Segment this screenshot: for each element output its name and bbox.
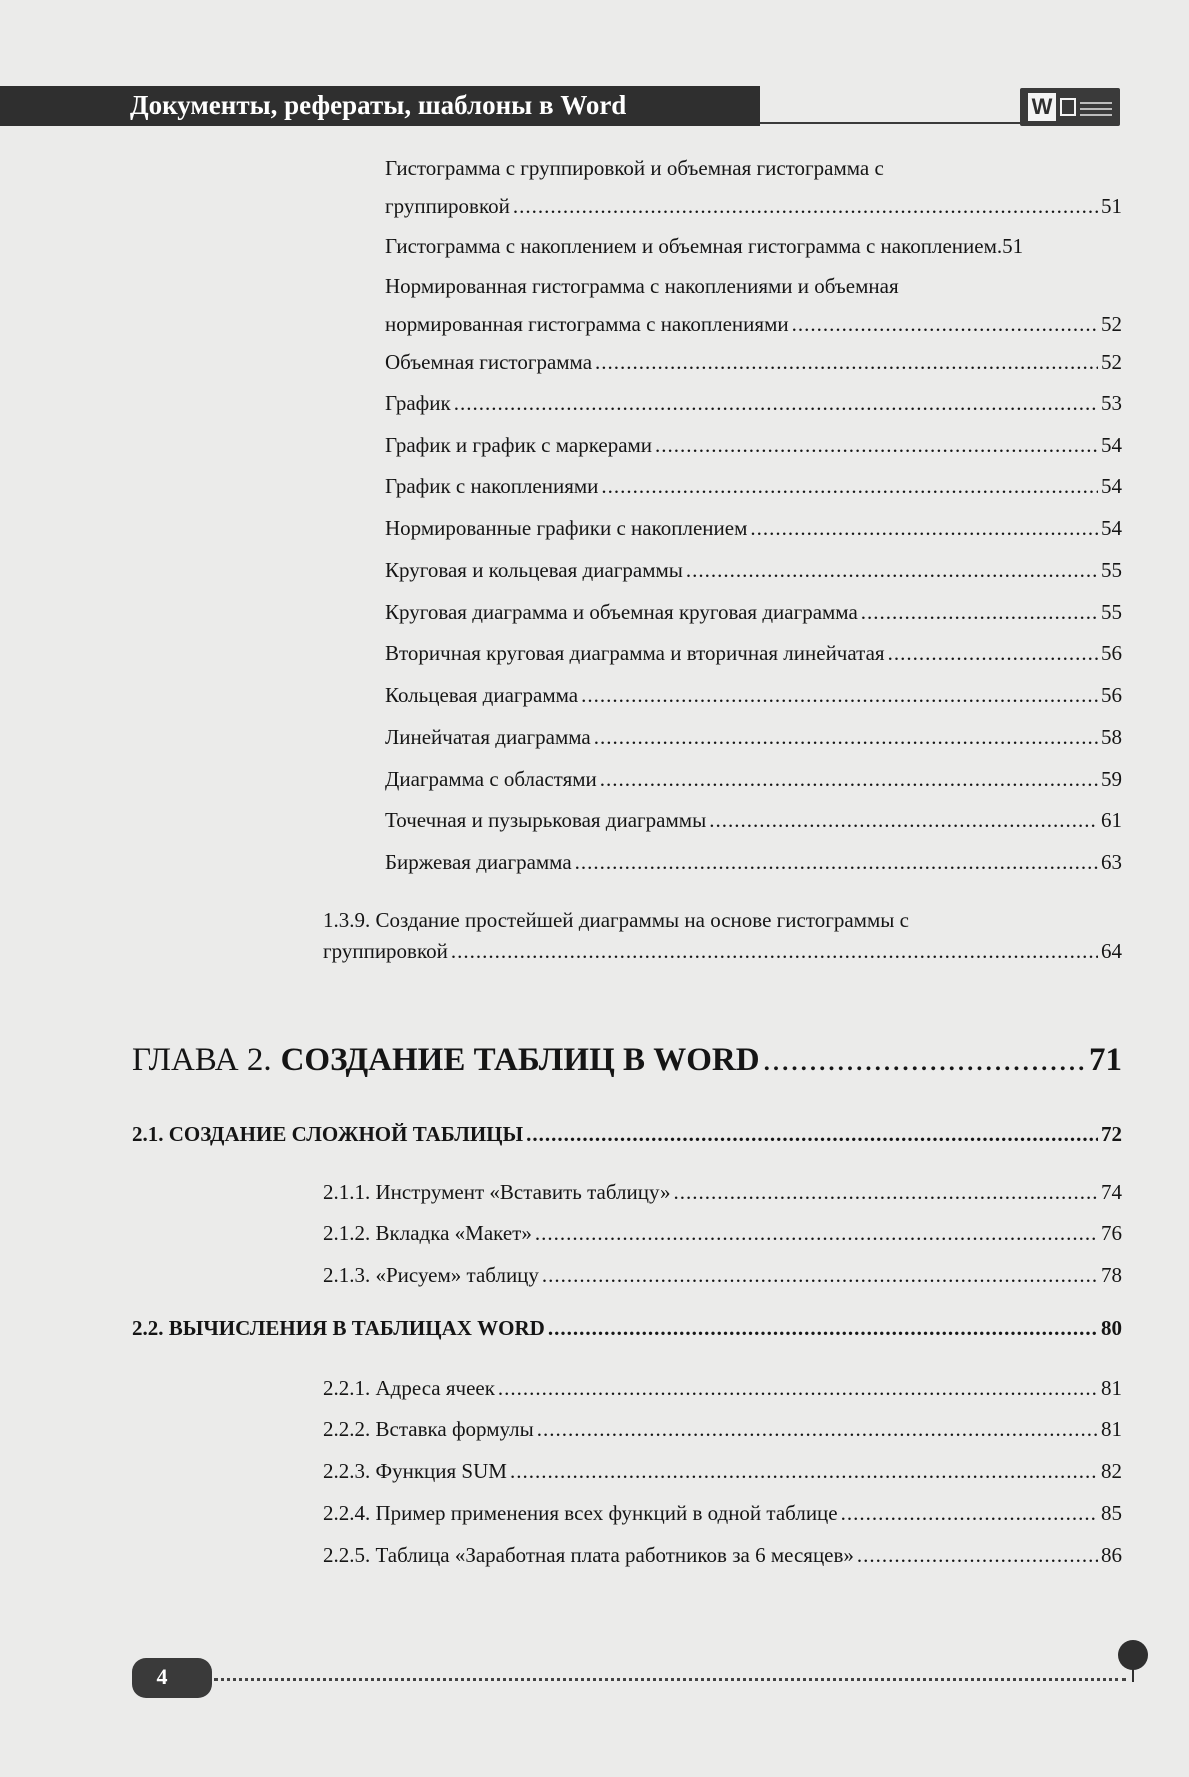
toc-entry[interactable] bbox=[385, 802, 1122, 839]
leader-dots bbox=[510, 1453, 1098, 1490]
leader-dots bbox=[548, 1310, 1098, 1347]
footer-stem bbox=[1132, 1668, 1134, 1682]
section-heading[interactable] bbox=[132, 1310, 1122, 1347]
toc-entry[interactable] bbox=[385, 427, 1122, 464]
toc-entry-title: График с накоплениями bbox=[385, 474, 599, 498]
toc-entry-title: Точечная и пузырьковая диаграммы bbox=[385, 808, 707, 832]
toc-entry[interactable] bbox=[385, 510, 1122, 547]
toc-entry[interactable] bbox=[323, 1370, 1122, 1407]
section-page: 72 bbox=[1101, 1122, 1122, 1146]
toc-entry-title: Круговая и кольцевая диаграммы bbox=[385, 558, 683, 582]
toc-entry[interactable] bbox=[385, 188, 1122, 225]
toc-entry[interactable] bbox=[323, 1537, 1122, 1574]
toc-entry[interactable] bbox=[323, 933, 1122, 970]
toc-entry[interactable] bbox=[385, 635, 1122, 672]
leader-dots bbox=[601, 468, 1098, 505]
toc-entry-page: 56 bbox=[1101, 641, 1122, 665]
section-heading[interactable] bbox=[132, 1116, 1122, 1153]
toc-entry-title: Круговая диаграмма и объемная круговая диаграмма bbox=[385, 600, 858, 624]
leader-dots bbox=[451, 933, 1098, 970]
toc-entry[interactable] bbox=[323, 1257, 1122, 1294]
toc-entry-title: Линейчатая диаграмма bbox=[385, 725, 591, 749]
toc-entry-page: 56 bbox=[1101, 683, 1122, 707]
toc-entry[interactable] bbox=[385, 844, 1122, 881]
leader-dots bbox=[686, 552, 1098, 589]
toc-entry-title: 2.2.4. Пример применения всех функций в одной таблице bbox=[323, 1501, 838, 1525]
toc-entry[interactable] bbox=[323, 1174, 1122, 1211]
page-header bbox=[0, 86, 1122, 126]
toc-entry-title: Диаграмма с областями bbox=[385, 767, 597, 791]
toc-entry-title: Биржевая диаграмма bbox=[385, 850, 572, 874]
toc-entry[interactable] bbox=[385, 306, 1122, 343]
header-title: Документы, рефераты, шаблоны в Word bbox=[130, 90, 627, 120]
leader-dots bbox=[594, 719, 1098, 756]
toc-entry-page: 58 bbox=[1101, 725, 1122, 749]
leader-dots bbox=[498, 1370, 1098, 1407]
toc-entry-title: нормированная гистограмма с накоплениями bbox=[385, 312, 789, 336]
chapter-title: СОЗДАНИЕ ТАБЛИЦ В WORD bbox=[280, 1042, 760, 1078]
leader-dots bbox=[600, 761, 1098, 798]
leader-dots bbox=[763, 1038, 1086, 1082]
toc-entry-page: 85 bbox=[1101, 1501, 1122, 1525]
page-number: 4 bbox=[156, 1664, 168, 1689]
chapter-heading[interactable] bbox=[132, 1038, 1122, 1082]
toc-entry-title: 2.2.1. Адреса ячеек bbox=[323, 1376, 495, 1400]
footer-circle-icon bbox=[1118, 1640, 1148, 1670]
page-number-badge bbox=[132, 1658, 212, 1698]
toc-entry-title: 2.2.5. Таблица «Заработная плата работников за 6 месяцев» bbox=[323, 1543, 854, 1567]
chapter-page: 71 bbox=[1089, 1042, 1122, 1078]
leader-dots bbox=[709, 802, 1098, 839]
toc-entry-page: 59 bbox=[1101, 767, 1122, 791]
toc-entry-title: 2.1.2. Вкладка «Макет» bbox=[323, 1221, 532, 1245]
toc-entry[interactable] bbox=[385, 228, 1122, 265]
toc-entry-page: 78 bbox=[1101, 1263, 1122, 1287]
toc-entry-title: Нормированные графики с накоплением bbox=[385, 516, 748, 540]
toc-entry-page: 54 bbox=[1101, 516, 1122, 540]
leader-dots bbox=[595, 344, 1098, 381]
chapter-prefix: ГЛАВА 2. bbox=[132, 1042, 272, 1078]
toc-entry[interactable] bbox=[385, 594, 1122, 631]
section-title: 2.2. ВЫЧИСЛЕНИЯ В ТАБЛИЦАХ WORD bbox=[132, 1316, 545, 1340]
toc-entry[interactable] bbox=[323, 1453, 1122, 1490]
toc-entry-title: 2.1.1. Инструмент «Вставить таблицу» bbox=[323, 1180, 671, 1204]
toc-entry-page: 63 bbox=[1101, 850, 1122, 874]
toc-entry-title: График и график с маркерами bbox=[385, 433, 653, 457]
toc-entry-title: группировкой bbox=[385, 194, 510, 218]
section-title: 2.1. СОЗДАНИЕ СЛОЖНОЙ ТАБЛИЦЫ bbox=[132, 1122, 524, 1146]
logo-letter: W bbox=[1028, 93, 1056, 121]
toc-entry-page: 55 bbox=[1101, 600, 1122, 624]
leader-dots bbox=[750, 510, 1098, 547]
toc-entry-title: Вторичная круговая диаграмма и вторичная линейчатая bbox=[385, 641, 885, 665]
toc-entry-title: группировкой bbox=[323, 939, 448, 963]
toc-entry-page: .51 bbox=[996, 234, 1024, 258]
leader-dots bbox=[861, 594, 1098, 631]
toc-entry-title: График bbox=[385, 391, 451, 415]
leader-dots bbox=[454, 385, 1098, 422]
toc-entry[interactable] bbox=[385, 468, 1122, 505]
toc-entry-line1: Гистограмма с группировкой и объемная гистограмма с bbox=[385, 156, 884, 180]
toc-entry-page: 55 bbox=[1101, 558, 1122, 582]
toc-entry-page: 86 bbox=[1101, 1543, 1122, 1567]
toc-entry[interactable] bbox=[385, 344, 1122, 381]
toc-entry-title: 2.1.3. «Рисуем» таблицу bbox=[323, 1263, 539, 1287]
toc-entry-title: Кольцевая диаграмма bbox=[385, 683, 579, 707]
toc-entry-page: 81 bbox=[1101, 1417, 1122, 1441]
leader-dots bbox=[792, 306, 1098, 343]
toc-entry-page: 64 bbox=[1101, 939, 1122, 963]
leader-dots bbox=[841, 1495, 1098, 1532]
toc-entry-page: 81 bbox=[1101, 1376, 1122, 1400]
toc-entry-page: 61 bbox=[1101, 808, 1122, 832]
logo-page-icon bbox=[1060, 98, 1076, 116]
word-logo-icon bbox=[1020, 88, 1120, 126]
leader-dots bbox=[537, 1411, 1098, 1448]
leader-dots bbox=[857, 1537, 1098, 1574]
toc-entry[interactable] bbox=[385, 552, 1122, 589]
toc-entry-line1: Нормированная гистограмма с накоплениями и объемная bbox=[385, 274, 899, 298]
toc-entry-page: 54 bbox=[1101, 433, 1122, 457]
toc-entry[interactable] bbox=[385, 385, 1122, 422]
leader-dots bbox=[888, 635, 1098, 672]
toc-entry-title: Объемная гистограмма bbox=[385, 350, 593, 374]
toc-entry-title: 2.2.3. Функция SUM bbox=[323, 1459, 507, 1483]
toc-entry[interactable] bbox=[323, 1411, 1122, 1448]
header-rule bbox=[760, 122, 1020, 124]
toc-entry-page: 52 bbox=[1101, 312, 1122, 336]
logo-lines-icon bbox=[1080, 102, 1112, 120]
footer-dotted-line bbox=[214, 1678, 1126, 1681]
leader-dots bbox=[575, 844, 1098, 881]
toc-entry[interactable] bbox=[323, 1495, 1122, 1532]
toc-entry-title: Гистограмма с накоплением и объемная гистограмма с накоплением bbox=[385, 234, 997, 258]
leader-dots bbox=[581, 677, 1098, 714]
toc-entry-page: 82 bbox=[1101, 1459, 1122, 1483]
leader-dots bbox=[535, 1215, 1098, 1252]
toc-entry[interactable] bbox=[385, 677, 1122, 714]
toc-entry-page: 74 bbox=[1101, 1180, 1122, 1204]
toc-entry[interactable] bbox=[385, 719, 1122, 756]
toc-entry-title: 2.2.2. Вставка формулы bbox=[323, 1417, 534, 1441]
toc-entry-page: 52 bbox=[1101, 350, 1122, 374]
leader-dots bbox=[513, 188, 1098, 225]
header-bar bbox=[0, 86, 760, 126]
toc-entry[interactable] bbox=[385, 761, 1122, 798]
leader-dots bbox=[526, 1116, 1098, 1153]
toc-entry[interactable] bbox=[323, 1215, 1122, 1252]
leader-dots bbox=[542, 1257, 1098, 1294]
toc-entry-line1: 1.3.9. Создание простейшей диаграммы на основе гистограммы с bbox=[323, 908, 909, 932]
toc-entry-page: 76 bbox=[1101, 1221, 1122, 1245]
section-page: 80 bbox=[1101, 1316, 1122, 1340]
leader-dots bbox=[674, 1174, 1098, 1211]
toc-entry-page: 51 bbox=[1101, 194, 1122, 218]
toc-entry-page: 53 bbox=[1101, 391, 1122, 415]
toc-entry-page: 54 bbox=[1101, 474, 1122, 498]
leader-dots bbox=[655, 427, 1098, 464]
